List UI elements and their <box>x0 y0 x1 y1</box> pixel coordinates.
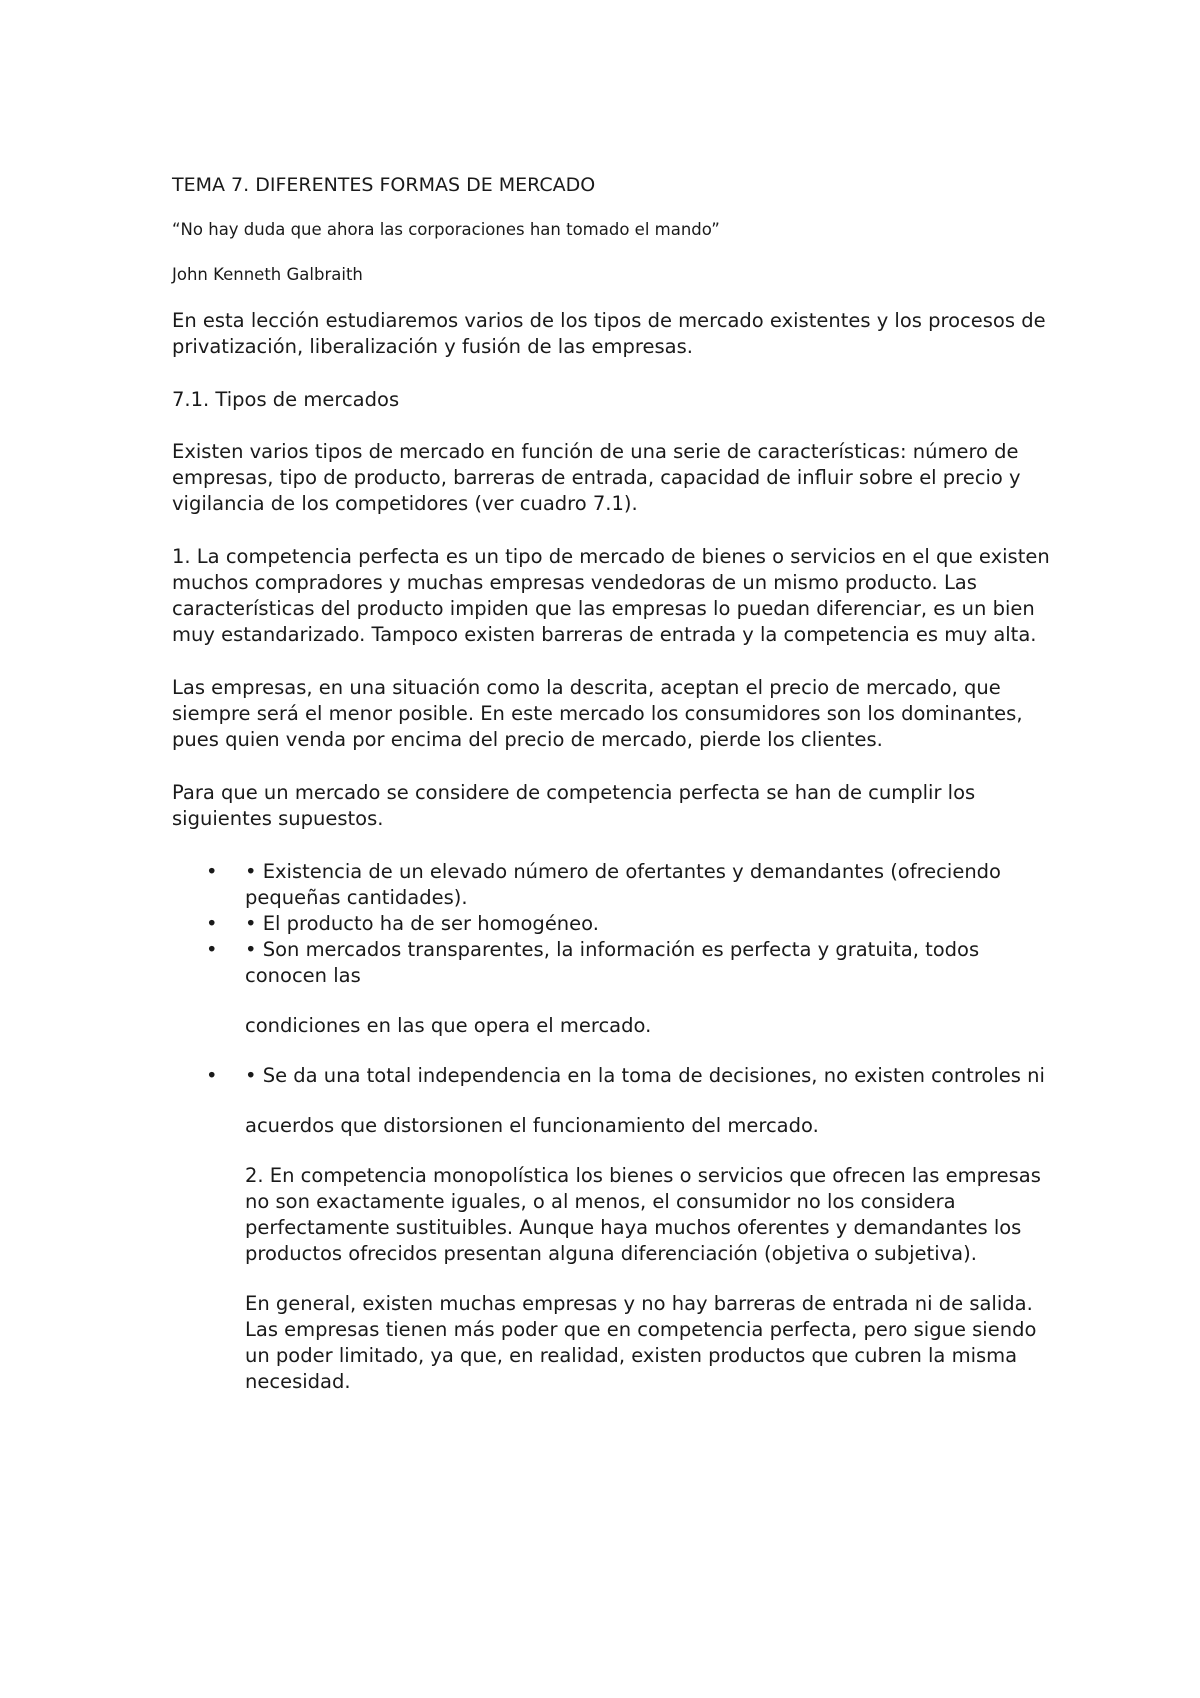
document-page <box>172 172 1052 1395</box>
list-continuation: acuerdos que distorsionen el funcionamiento del mercado. <box>245 1114 819 1137</box>
market-types-paragraph: Existen varios tipos de mercado en función de una serie de características: número de empresas, tipo de producto, barreras de entrada, capacidad de influir sobre el precio y vigilancia de los competidores (ver cuadro 7.1). <box>172 440 1021 515</box>
bullet-icon: • <box>206 1064 218 1087</box>
general-paragraph: En general, existen muchas empresas y no hay barreras de entrada ni de salida. Las empresas tienen más poder que en competencia perfecta, pero sigue siendo un poder limitado, ya que, en realidad, existen productos que cubren la misma necesidad. <box>245 1292 1037 1393</box>
bullet-icon: • <box>206 860 218 883</box>
conditions-paragraph: Para que un mercado se considere de competencia perfecta se han de cumplir los siguientes supuestos. <box>172 781 976 830</box>
list-continuation: condiciones en las que opera el mercado. <box>245 1014 652 1037</box>
list-item <box>172 859 1052 911</box>
list-item-text: • Son mercados transparentes, la información es perfecta y gratuita, todos conocen las <box>245 938 980 987</box>
list-item-text: • Se da una total independencia en la toma de decisiones, no existen controles ni <box>245 1064 1045 1087</box>
perfect-competition-paragraph: 1. La competencia perfecta es un tipo de mercado de bienes o servicios en el que existen muchos compradores y muchas empresas vendedoras de un mismo producto. Las características del producto impiden que las empresas lo puedan diferenciar, es un bien muy estandarizado. Tampoco existen barreras de entrada y la competencia es muy alta. <box>172 545 1050 646</box>
assumptions-list <box>172 859 1052 989</box>
document-title: TEMA 7. DIFERENTES FORMAS DE MERCADO <box>172 174 596 196</box>
intro-paragraph: En esta lección estudiaremos varios de los tipos de mercado existentes y los procesos de privatización, liberalización y fusión de las empresas. <box>172 309 1046 358</box>
list-item <box>172 911 1052 937</box>
list-item-text: • El producto ha de ser homogéneo. <box>245 912 599 935</box>
epigraph-author: John Kenneth Galbraith <box>172 265 363 284</box>
list-item-text: • Existencia de un elevado número de ofertantes y demandantes (ofreciendo pequeñas cantidades). <box>245 860 1001 909</box>
epigraph-quote: “No hay duda que ahora las corporaciones han tomado el mando” <box>172 220 720 239</box>
section-heading: 7.1. Tipos de mercados <box>172 388 400 411</box>
companies-price-paragraph: Las empresas, en una situación como la descrita, aceptan el precio de mercado, que siempre será el menor posible. En este mercado los consumidores son los dominantes, pues quien venda por encima del precio de mercado, pierde los clientes. <box>172 676 1023 751</box>
monopolistic-competition-paragraph: 2. En competencia monopolística los bienes o servicios que ofrecen las empresas no son exactamente iguales, o al menos, el consumidor no los considera perfectamente sustituibles. Aunque haya muchos oferentes y demandantes los productos ofrecidos presentan alguna diferenciación (objetiva o subjetiva). <box>245 1164 1041 1265</box>
list-item <box>172 937 1052 989</box>
list-item <box>172 1063 1052 1089</box>
bullet-icon: • <box>206 912 218 935</box>
assumptions-list-continued <box>172 1063 1052 1089</box>
bullet-icon: • <box>206 938 218 961</box>
